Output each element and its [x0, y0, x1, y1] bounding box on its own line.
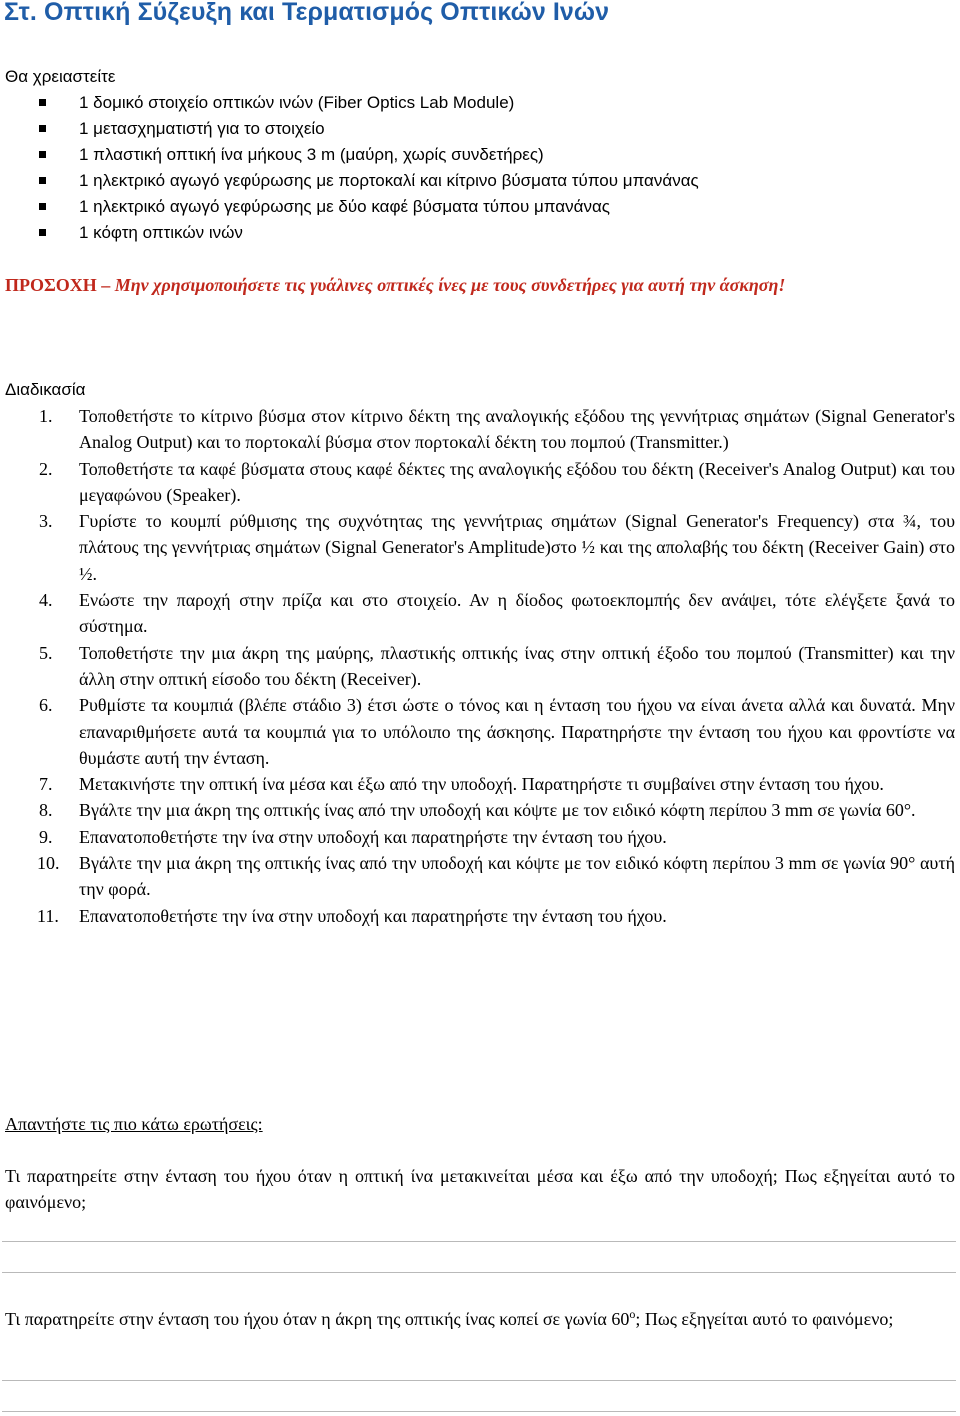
list-item: [5, 692, 955, 771]
warning-text: Μην χρησιμοποιήσετε τις γυάλινες οπτικές ίνες με τους συνδετήρες για αυτή την άσκηση!: [114, 275, 786, 295]
step-text: Βγάλτε την μια άκρη της οπτικής ίνας από την υποδοχή και κόψτε με τον ειδικό κόφτη περίπου 3 mm σε γωνία 90° αυτή την φορά.: [79, 853, 955, 900]
list-item: [5, 824, 955, 850]
step-number: 3.: [39, 511, 53, 532]
list-item: 1 ηλεκτρικό αγωγό γεφύρωσης με δύο καφέ βύσματα τύπου μπανάνας: [5, 194, 699, 220]
step-number: 10.: [37, 853, 60, 874]
answer-line: [2, 1380, 956, 1381]
step-number: 9.: [39, 826, 53, 847]
list-item: [5, 640, 955, 693]
answer-line: [2, 1241, 956, 1242]
step-text: Μετακινήστε την οπτική ίνα μέσα και έξω από την υποδοχή. Παρατηρήστε τι συμβαίνει στην ένταση του ήχου.: [79, 774, 884, 795]
degree-superscript: ο: [629, 1307, 636, 1321]
list-item: [5, 797, 955, 823]
question-2: [5, 1301, 955, 1332]
step-number: 6.: [39, 695, 53, 716]
step-text: Γυρίστε το κουμπί ρύθμισης της συχνότητας της γεννήτριας σημάτων (Signal Generator's Frequency) στα ¾, του πλάτους της γεννήτριας σημάτων (Signal Generator's Amplitude)στο ½ και της απολαβής του δέκτη (Receiver Gain) στο ½.: [79, 511, 955, 584]
list-item: [5, 508, 955, 587]
warning-label: ΠΡΟΣΟΧΗ –: [5, 275, 111, 295]
step-number: 4.: [39, 590, 53, 611]
list-item: [5, 771, 955, 797]
questions-heading: Απαντήστε τις πιο κάτω ερωτήσεις:: [5, 1114, 263, 1134]
step-text: Επανατοποθετήστε την ίνα στην υποδοχή και παρατηρήστε την ένταση του ήχου.: [79, 826, 667, 847]
answer-line: [2, 1272, 956, 1273]
procedure-heading: Διαδικασία: [5, 380, 86, 399]
question-2-text: Τι παρατηρείτε στην ένταση του ήχου όταν η άκρη της οπτικής ίνας κοπεί σε γωνία 60: [5, 1309, 630, 1329]
question-2-text-end: ; Πως εξηγείται αυτό το φαινόμενο;: [635, 1309, 894, 1329]
step-text: Ρυθμίστε τα κουμπιά (βλέπε στάδιο 3) έτσι ώστε ο τόνος και η ένταση του ήχου να είναι άνετα αλλά και δυνατά. Μην επαναριθμήσετε αυτά τα κουμπιά για το υπόλοιπο της άσκησης. Παρατηρήστε την ένταση του ήχου και φροντίστε να θυμάστε αυτή την ένταση.: [79, 695, 955, 768]
list-item: 1 μετασχηματιστή για το στοιχείο: [5, 116, 699, 142]
step-text: Τοποθετήστε την μια άκρη της μαύρης, πλαστικής οπτικής ίνας στην οπτική έξοδο του πομπού (Transmitter) και την άλλη στην οπτική είσοδο του δέκτη (Receiver).: [79, 642, 955, 689]
materials-heading: Θα χρειαστείτε: [5, 67, 116, 86]
step-number: 11.: [37, 905, 59, 926]
step-number: 1.: [39, 406, 53, 426]
list-item: 1 κόφτη οπτικών ινών: [5, 220, 699, 246]
step-text: Τοποθετήστε το κίτρινο βύσμα στον κίτρινο δέκτη της αναλογικής εξόδου της γεννήτριας σημάτων (Signal Generator's Analog Output) και το πορτοκαλί βύσμα στον πορτοκαλί δέκτη του πομπού (Transmitter.): [79, 406, 955, 453]
list-item: 1 πλαστική οπτική ίνα μήκους 3 m (μαύρη, χωρίς συνδετήρες): [5, 142, 699, 168]
procedure-steps: [5, 403, 955, 929]
list-item: [5, 903, 955, 929]
step-text: Επανατοποθετήστε την ίνα στην υποδοχή και παρατηρήστε την ένταση του ήχου.: [79, 905, 667, 926]
answer-line: [2, 1411, 956, 1412]
list-item: [5, 587, 955, 640]
warning-note: [5, 272, 955, 298]
step-number: 8.: [39, 800, 53, 821]
list-item: [5, 456, 955, 509]
list-item: [5, 850, 955, 903]
step-number: 7.: [39, 774, 53, 795]
list-item: [5, 403, 955, 456]
materials-list: [5, 90, 699, 246]
question-1: Τι παρατηρείτε στην ένταση του ήχου όταν η οπτική ίνα μετακινείται μέσα και έξω από την υποδοχή; Πως εξηγείται αυτό το φαινόμενο;: [5, 1166, 955, 1212]
list-item: 1 δομικό στοιχείο οπτικών ινών (Fiber Optics Lab Module): [5, 90, 699, 116]
step-text: Ενώστε την παροχή στην πρίζα και στο στοιχείο. Αν η δίοδος φωτοεκπομπής δεν ανάψει, τότε ελέγξετε ξανά το σύστημα.: [79, 590, 955, 637]
step-text: Βγάλτε την μια άκρη της οπτικής ίνας από την υποδοχή και κόψτε με τον ειδικό κόφτη περίπου 3 mm σε γωνία 60°.: [79, 800, 916, 821]
step-number: 5.: [39, 642, 53, 663]
step-number: 2.: [39, 458, 53, 479]
step-text: Τοποθετήστε τα καφέ βύσματα στους καφέ δέκτες της αναλογικής εξόδου του δέκτη (Receiver's Analog Output) και του μεγαφώνου (Speaker).: [79, 458, 955, 505]
page-title: Στ. Οπτική Σύζευξη και Τερματισμός Οπτικών Ινών: [4, 0, 610, 26]
list-item: 1 ηλεκτρικό αγωγό γεφύρωσης με πορτοκαλί και κίτρινο βύσματα τύπου μπανάνας: [5, 168, 699, 194]
materials-section: [5, 64, 699, 246]
